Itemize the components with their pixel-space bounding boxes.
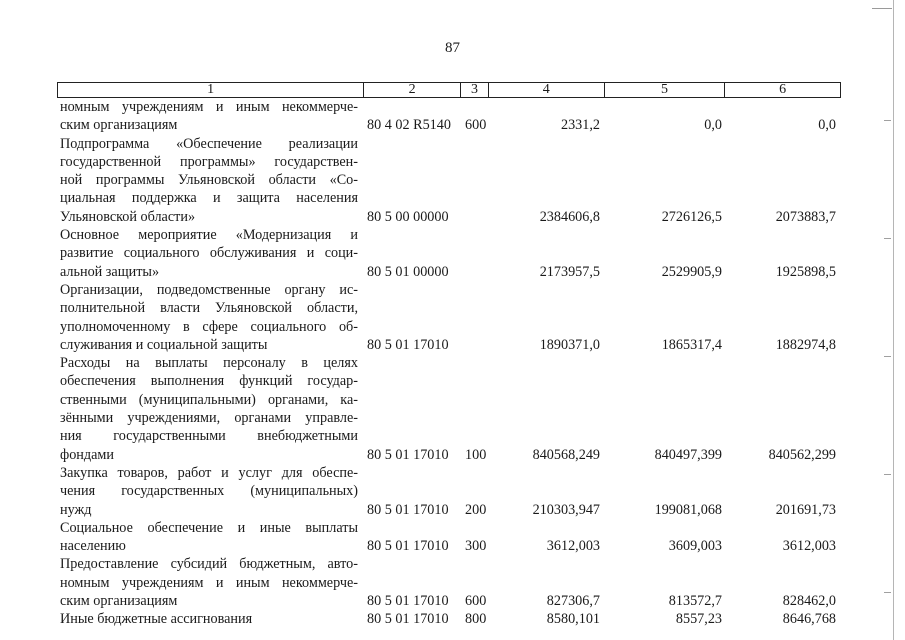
row-code: 80 4 02 R5140	[367, 117, 451, 134]
row-value-col6: 828462,0	[782, 593, 836, 610]
table-header	[57, 82, 841, 98]
description-line: ния государственными внебюджетными	[60, 428, 358, 445]
row-value-col4: 2384606,8	[539, 208, 600, 225]
row-value-col5: 813572,7	[668, 593, 722, 610]
header-col-1: 1	[58, 83, 364, 97]
header-col-2: 2	[364, 83, 461, 97]
row-value-col4: 840568,249	[532, 446, 600, 463]
row-code: 80 5 01 00000	[367, 263, 449, 280]
description-line: Иные бюджетные ассигнования	[60, 611, 253, 628]
row-value-col5: 2529905,9	[661, 263, 722, 280]
row-value-col4: 3612,003	[546, 538, 600, 555]
row-value-col4: 827306,7	[546, 593, 600, 610]
description-line: ной программы Ульяновской области «Со-	[60, 172, 358, 189]
row-description	[60, 610, 358, 628]
row-description	[60, 226, 358, 281]
description-line: уполномоченному в сфере социального об-	[60, 318, 358, 335]
row-value-col4: 2173957,5	[539, 263, 600, 280]
description-line: населению	[60, 538, 126, 555]
row-code: 80 5 01 17010	[367, 501, 449, 518]
description-line: служивания и социальной защиты	[60, 336, 268, 353]
row-code: 80 5 01 17010	[367, 611, 449, 628]
row-value-col6: 2073883,7	[775, 208, 836, 225]
table-row	[0, 555, 905, 610]
description-line: ственными (муниципальными) органами, ка-	[60, 391, 358, 408]
row-value-col6: 201691,73	[775, 501, 836, 518]
row-code: 80 5 01 17010	[367, 336, 449, 353]
table-row	[0, 519, 905, 556]
row-value-col4: 2331,2	[560, 117, 600, 134]
row-description	[60, 281, 358, 354]
description-line: зёнными учреждениями, органами управле-	[60, 410, 358, 427]
row-value-col6: 1925898,5	[775, 263, 836, 280]
header-col-5: 5	[605, 83, 726, 97]
description-line: Организации, подведомственные органу ис-	[60, 281, 358, 298]
row-value-col6: 840562,299	[768, 446, 836, 463]
row-description	[60, 555, 358, 610]
description-line: Подпрограмма «Обеспечение реализации	[60, 135, 358, 152]
row-description	[60, 354, 358, 464]
description-line: фондами	[60, 446, 114, 463]
table-row	[0, 135, 905, 226]
row-value-col5: 0,0	[704, 117, 722, 134]
page-number: 87	[445, 40, 460, 56]
row-code: 80 5 00 00000	[367, 208, 449, 225]
row-code: 80 5 01 17010	[367, 593, 449, 610]
header-col-3: 3	[461, 83, 489, 97]
description-line: развитие социального обслуживания и соци-	[60, 245, 358, 262]
row-value-col4: 8580,101	[546, 611, 600, 628]
row-value-col6: 1882974,8	[775, 336, 836, 353]
description-line: Основное мероприятие «Модернизация и	[60, 227, 358, 244]
table-row	[0, 610, 905, 628]
description-line: полнительной власти Ульяновской области,	[60, 300, 358, 317]
description-line: Предоставление субсидий бюджетным, авто-	[60, 556, 358, 573]
description-line: ским организациям	[60, 117, 178, 134]
row-value-col5: 2726126,5	[661, 208, 722, 225]
table-row	[0, 354, 905, 464]
description-line: альной защиты»	[60, 263, 160, 280]
description-line: государственной программы» государствен-	[60, 153, 358, 170]
row-value-col5: 199081,068	[654, 501, 722, 518]
row-value-col5: 8557,23	[675, 611, 722, 628]
row-value-col5: 1865317,4	[661, 336, 722, 353]
row-expense-type: 300	[465, 538, 487, 555]
row-expense-type: 100	[465, 446, 487, 463]
table-row	[0, 226, 905, 281]
row-value-col6: 3612,003	[782, 538, 836, 555]
table-row	[0, 281, 905, 354]
row-code: 80 5 01 17010	[367, 446, 449, 463]
row-expense-type: 800	[465, 611, 487, 628]
header-col-4: 4	[489, 83, 605, 97]
row-description	[60, 135, 358, 226]
row-description	[60, 98, 358, 135]
description-line: ским организациям	[60, 593, 178, 610]
row-code: 80 5 01 17010	[367, 538, 449, 555]
row-value-col5: 840497,399	[654, 446, 722, 463]
row-value-col6: 8646,768	[782, 611, 836, 628]
row-value-col4: 210303,947	[532, 501, 600, 518]
row-value-col6: 0,0	[818, 117, 836, 134]
row-description	[60, 464, 358, 519]
row-value-col5: 3609,003	[668, 538, 722, 555]
row-expense-type: 200	[465, 501, 487, 518]
row-value-col4: 1890371,0	[539, 336, 600, 353]
description-line: нужд	[60, 501, 92, 518]
description-line: номным учреждениям и иным некоммерче-	[60, 574, 358, 591]
table-row	[0, 464, 905, 519]
description-line: циальная поддержка и защита населения	[60, 190, 358, 207]
description-line: Закупка товаров, работ и услуг для обеспе-	[60, 464, 358, 481]
description-line: Социальное обеспечение и иные выплаты	[60, 519, 358, 536]
description-line: номным учреждениям и иным некоммерче-	[60, 99, 358, 115]
table-body	[0, 98, 905, 629]
table-row	[0, 98, 905, 135]
row-description	[60, 519, 358, 556]
description-line: Расходы на выплаты персоналу в целях	[60, 355, 358, 372]
description-line: обеспечения выполнения функций государ-	[60, 373, 358, 390]
row-expense-type: 600	[465, 117, 487, 134]
page-margin-tick	[872, 8, 892, 9]
row-expense-type: 600	[465, 593, 487, 610]
description-line: чения государственных (муниципальных)	[60, 483, 358, 500]
header-col-6: 6	[779, 82, 787, 97]
description-line: Ульяновской области»	[60, 208, 196, 225]
